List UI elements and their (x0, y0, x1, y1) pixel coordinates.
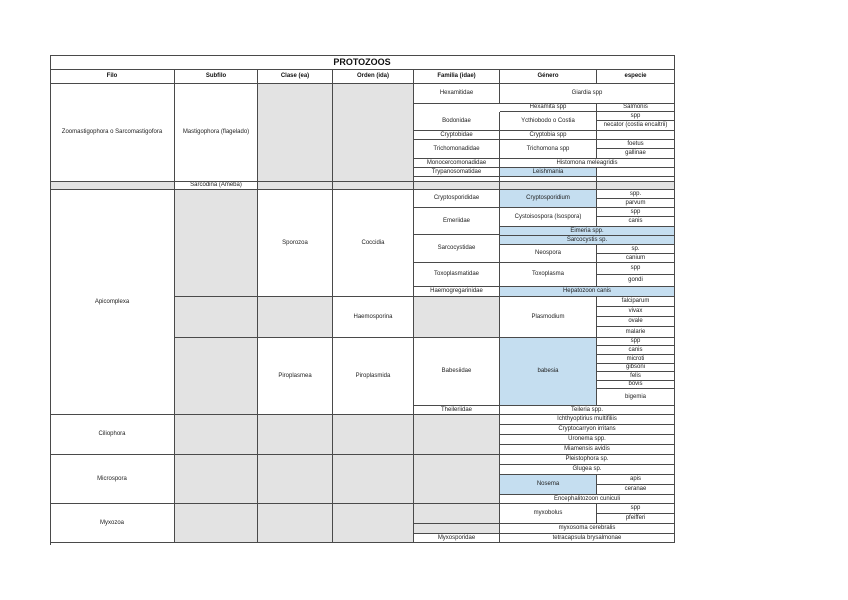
table-cell (414, 415, 500, 455)
table-cell: Uronema spp. (500, 435, 675, 445)
table-cell (500, 182, 597, 190)
table-cell: Salmonis (597, 104, 675, 112)
table-cell (333, 182, 414, 190)
table-cell (175, 338, 258, 415)
protozoa-classification-table (50, 55, 675, 545)
table-cell: Cryptosporididae (414, 190, 500, 208)
table-cell: Sporozoa (258, 190, 333, 297)
table-cell: apis (597, 475, 675, 485)
table-cell: Eimeria spp. (500, 227, 675, 236)
table-cell: Sarcodina (Ameba) (175, 182, 258, 190)
table-cell: Neospora (500, 245, 597, 263)
header-filo: Filo (50, 70, 175, 84)
table-cell: Teileria spp. (500, 406, 675, 415)
table-cell: Plasmodium (500, 297, 597, 338)
table-cell: Pleistophora sp. (500, 455, 675, 465)
table-cell: Trichomonadidae (414, 140, 500, 159)
table-cell (50, 182, 175, 190)
table-cell: spp. (597, 190, 675, 199)
table-cell (414, 182, 500, 190)
table-cell: malarie (597, 327, 675, 338)
table-cell: Myxosporidae (414, 534, 500, 543)
table-cell: Trichomona spp (500, 140, 597, 159)
table-cell: falciparum (597, 297, 675, 307)
table-cell: babesia (500, 338, 597, 406)
table-cell: bigemia (597, 389, 675, 406)
table-cell: Cryptobia spp (500, 131, 597, 140)
table-cell: microti (597, 355, 675, 364)
table-cell (414, 297, 500, 338)
table-cell: Ichthyoptirius multifiliis (500, 415, 675, 425)
table-cell: vivax (597, 307, 675, 317)
table-cell: spp (597, 504, 675, 514)
table-cell: spp (597, 112, 675, 121)
table-cell (175, 455, 258, 504)
header-especie: especie (597, 70, 675, 84)
table-cell: canis (597, 346, 675, 355)
table-cell: parvum (597, 199, 675, 208)
table-cell: Haemosporina (333, 297, 414, 338)
table-cell: pfeifferi (597, 514, 675, 524)
table-cell (414, 524, 500, 534)
table-cell: Cryptocarryon irritans (500, 425, 675, 435)
table-cell: Miamensis avidis (500, 445, 675, 455)
table-cell (333, 84, 414, 182)
table-cell: Encephalitozoon cuniculi (500, 495, 675, 504)
table-cell (175, 297, 258, 338)
header-subfilo: Subfilo (175, 70, 258, 84)
table-cell: tetracapsula brysalmonae (500, 534, 675, 543)
table-cell: ovale (597, 317, 675, 327)
table-cell (597, 131, 675, 140)
table-cell: Cryptobidae (414, 131, 500, 140)
table-cell: Hexamita spp (500, 104, 597, 112)
table-cell: Sarcocystidae (414, 235, 500, 263)
table-cell (333, 504, 414, 543)
table-cell: bovis (597, 381, 675, 389)
table-cell: necator (costia encaltrii) (597, 121, 675, 131)
table-cell: Leishmania (500, 168, 597, 177)
header-genero: Género (500, 70, 597, 84)
table-cell: Piroplasmida (333, 338, 414, 415)
table-cell (258, 455, 333, 504)
table-cell: Hepatozoon canis (500, 287, 675, 297)
table-cell: Bodonidae (414, 112, 500, 131)
table-cell: Monocercomonadidae (414, 159, 500, 168)
header-familia: Familia (idae) (414, 70, 500, 84)
table-cell: Mastigophora (flagelado) (175, 84, 258, 182)
table-cell: Apicomplexa (50, 190, 175, 415)
header-clase: Clase (ea) (258, 70, 333, 84)
table-cell: gibsoni (597, 364, 675, 372)
table-cell: spp (597, 263, 675, 275)
table-cell (258, 415, 333, 455)
table-title: PROTOZOOS (50, 55, 675, 70)
table-cell (175, 415, 258, 455)
table-cell: Cystoisospora (Isospora) (500, 208, 597, 227)
table-cell: myxobolus (500, 504, 597, 524)
table-cell: Ciliophora (50, 415, 175, 455)
table-cell: Microspora (50, 455, 175, 504)
table-cell: Giardia spp (500, 84, 675, 104)
table-cell: Emeriidae (414, 208, 500, 235)
table-cell: Theileriidae (414, 406, 500, 415)
table-cell: Coccidia (333, 190, 414, 297)
table-cell (333, 455, 414, 504)
table-cell: spp (597, 208, 675, 217)
table-cell (414, 504, 500, 524)
table-cell: myxosoma cerebralis (500, 524, 675, 534)
table-cell: Toxoplasmatidae (414, 263, 500, 287)
table-cell: Toxoplasma (500, 263, 597, 287)
table-cell (258, 504, 333, 543)
table-cell: Zoomastigophora o Sarcomastigofora (50, 84, 175, 182)
table-cell: canium (597, 254, 675, 263)
table-cell (258, 84, 333, 182)
table-cell: gallinae (597, 149, 675, 159)
table-cell: felis (597, 372, 675, 381)
table-cell: Babesiidae (414, 338, 500, 406)
table-cell: spp (597, 338, 675, 346)
table-cell (597, 182, 675, 190)
table-cell: Trypanosomatidae (414, 168, 500, 177)
table-cell (333, 415, 414, 455)
table-cell: Cryptosporidium (500, 190, 597, 208)
table-cell (414, 455, 500, 504)
table-cell: Histomona meleagridis (500, 159, 675, 168)
table-cell: Ycthiobodo o Costia (500, 112, 597, 131)
table-cell: Sarcocystis sp. (500, 236, 675, 245)
header-orden: Orden (ida) (333, 70, 414, 84)
table-cell: Piroplasmea (258, 338, 333, 415)
table-cell (258, 182, 333, 190)
table-cell (175, 190, 258, 297)
table-cell: Glugea sp. (500, 465, 675, 475)
table-cell: Myxozoa (50, 504, 175, 543)
table-cell: canis (597, 217, 675, 227)
table-cell (597, 168, 675, 177)
table-cell: ceranae (597, 485, 675, 495)
table-cell: gondi (597, 275, 675, 287)
table-cell (175, 504, 258, 543)
table-cell: sp. (597, 245, 675, 254)
table-cell: Haemogregarinidae (414, 287, 500, 297)
table-cell: foetus (597, 140, 675, 149)
table-cell: Hexamitidae (414, 84, 500, 104)
table-cell: Nosema (500, 475, 597, 495)
table-cell (258, 297, 333, 338)
